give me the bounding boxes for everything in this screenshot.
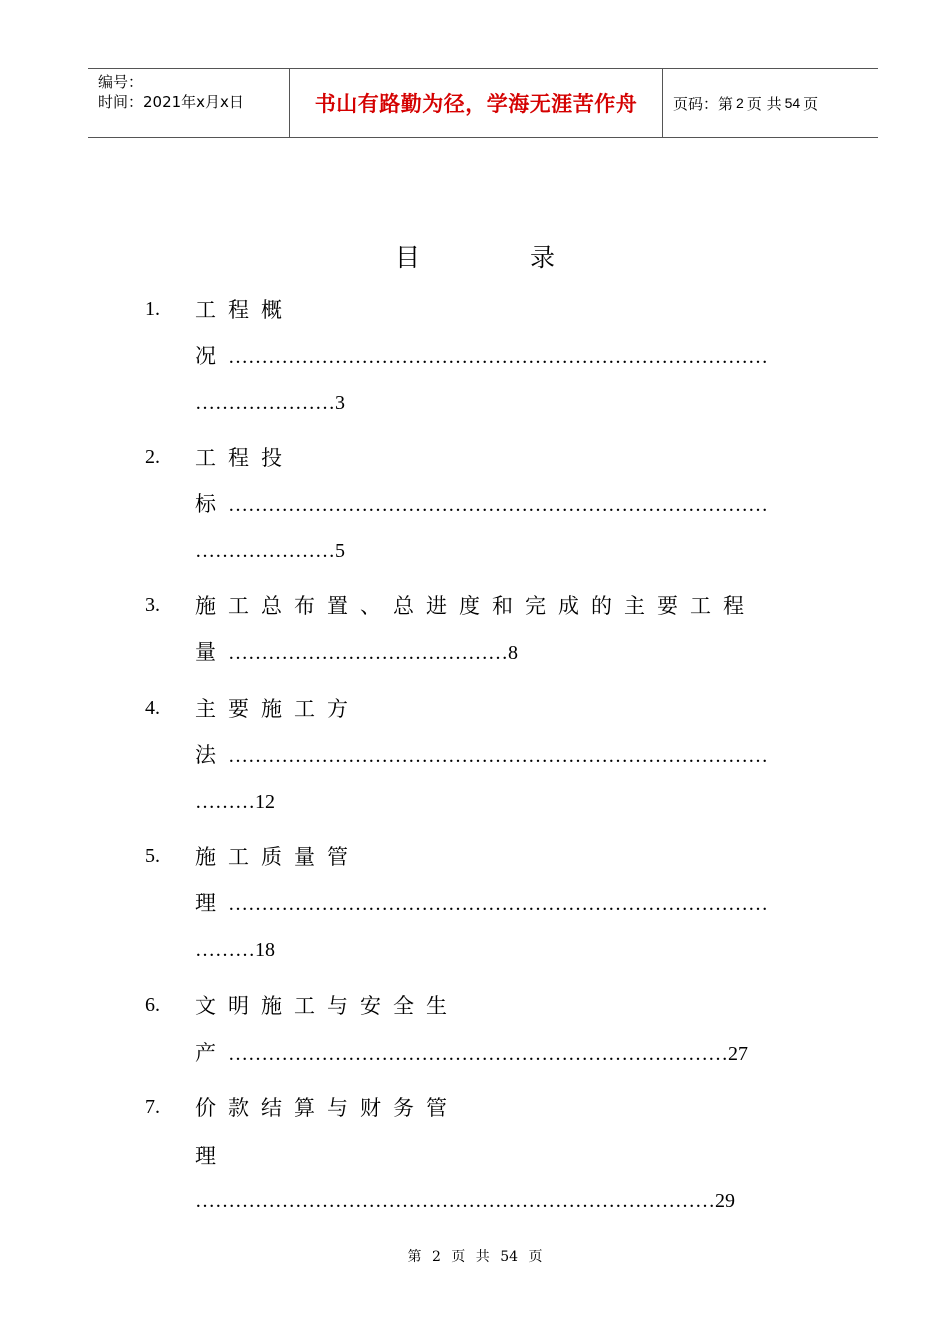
- toc-item-char: 况: [195, 344, 228, 368]
- toc-item-dots: ………………………………………………………………………: [228, 494, 768, 516]
- toc-item-line2: [195, 490, 768, 519]
- toc-item-title: 工程投: [195, 446, 294, 470]
- page-header: [88, 68, 878, 138]
- toc-item-number: 6.: [145, 994, 160, 1016]
- toc-item-title: 施工总布置、总进度和完成的主要工程: [195, 594, 756, 618]
- toc-item-title: 施工质量管: [195, 845, 360, 869]
- page-footer: 第 2 页 共 54 页: [407, 1249, 543, 1265]
- toc-item-dots: …………………………………………………………………27: [228, 1043, 748, 1065]
- toc-item-page: …………………3: [195, 392, 345, 414]
- toc-item-page: ………12: [195, 791, 275, 813]
- toc-item-char: 理: [195, 891, 228, 915]
- toc-item-char: 理: [195, 1144, 228, 1168]
- toc-item-dots: ………………………………………………………………………: [228, 745, 768, 767]
- time-label: 时间：2021年x月x日: [98, 93, 244, 111]
- page-suffix: 页: [803, 94, 819, 113]
- toc-item-dots: ………………………………………………………………………: [228, 346, 768, 368]
- toc-title-right: 录: [530, 243, 556, 272]
- toc-item-number: 5.: [145, 845, 160, 867]
- toc-item-line2: [195, 741, 768, 770]
- toc-item-line2: [195, 342, 768, 371]
- toc-item-page: ……………………………………………………………………29: [195, 1190, 735, 1212]
- toc-item-number: 3.: [145, 594, 160, 616]
- toc-item-line2: [195, 1142, 228, 1170]
- toc-item-number: 4.: [145, 697, 160, 719]
- serial-number-label: 编号：: [98, 73, 144, 91]
- toc-item-char: 法: [195, 743, 228, 767]
- toc-item-dots: ………………………………………………………………………: [228, 893, 768, 915]
- toc-item-line2: [195, 889, 768, 918]
- toc-item-title: 文明施工与安全生: [195, 994, 459, 1018]
- header-right: [663, 69, 878, 137]
- toc-item-char: 标: [195, 492, 228, 516]
- page-total: 54: [784, 95, 801, 111]
- toc-item-title: 工程概: [195, 298, 294, 322]
- toc-item-title: 价款结算与财务管: [195, 1096, 459, 1120]
- header-middle: [289, 69, 663, 137]
- toc-item-number: 2.: [145, 446, 160, 468]
- toc-item-line2: [195, 1039, 748, 1068]
- toc-item-number: 7.: [145, 1096, 160, 1118]
- header-left: [88, 69, 289, 137]
- toc-item-dots: ……………………………………8: [228, 642, 518, 664]
- toc-item-char: 量: [195, 640, 228, 664]
- page-mid: 页 共: [746, 94, 782, 113]
- toc-item-page: ………18: [195, 939, 275, 961]
- toc-item-number: 1.: [145, 298, 160, 320]
- toc-item-page: …………………5: [195, 540, 345, 562]
- toc-title: [0, 238, 950, 274]
- toc-title-left: 目: [394, 243, 420, 272]
- toc-item-title: 主要施工方: [195, 697, 360, 721]
- page-number: 2: [736, 95, 744, 111]
- motto-text: 书山有路勤为径，学海无涯苦作舟: [314, 92, 638, 116]
- toc-item-line2: [195, 638, 518, 667]
- toc-item-char: 产: [195, 1041, 228, 1065]
- page-prefix: 页码：第: [673, 94, 734, 113]
